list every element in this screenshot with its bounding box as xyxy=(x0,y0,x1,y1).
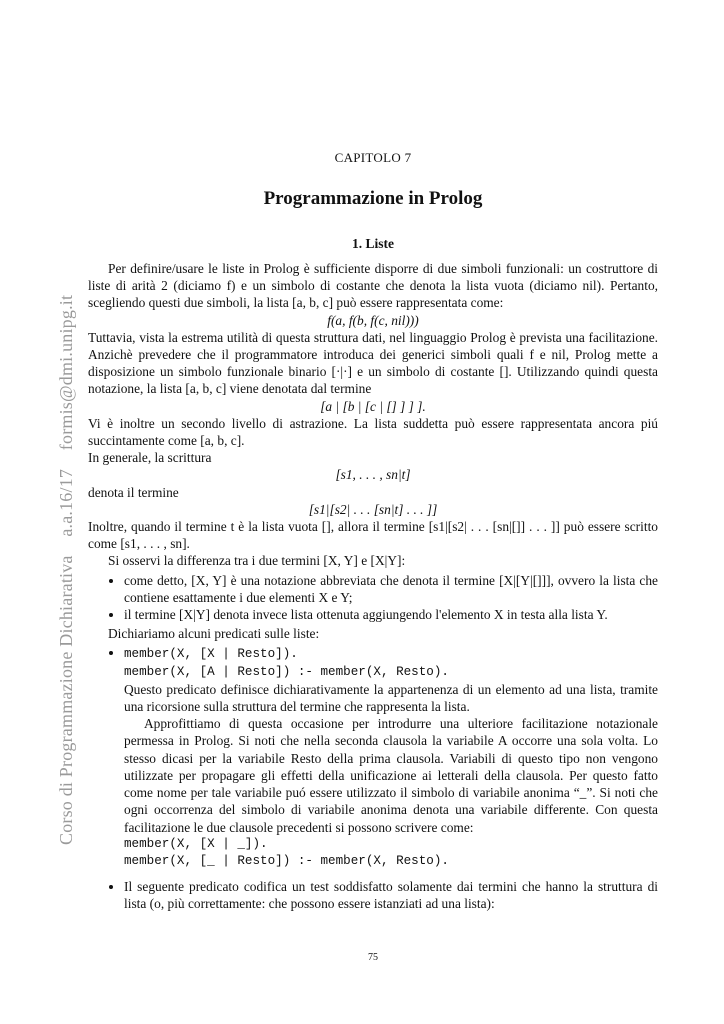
paragraph-difference: Si osservi la differenza tra i due termini [X, Y] e [X|Y]: xyxy=(108,553,406,569)
paragraph-member-desc: Questo predicato definisce dichiarativamente la appartenenza di un elemento ad una lista, tramite una ricorsione sulla struttura del termine che rappresenta la lista. xyxy=(124,681,658,715)
academic-year: a.a.16/17 xyxy=(56,468,76,537)
section-heading: 1. Liste xyxy=(352,236,394,251)
paragraph-predicates: Dichiariamo alcuni predicati sulle liste: xyxy=(108,626,320,642)
paragraph-facilitazione: Tuttavia, vista la estrema utilità di questa struttura dati, nel linguaggio Prolog è prevista una facilitazione. Anzichè prevedere che il programmatore introduca dei generici simboli quali f e nil, Prolog mette a disposizione un simbolo funzionale binario [·|·] e un simbolo di costante []. Utilizzando quindi questa notazione, la lista [a, b, c] viene denotata dal termine xyxy=(88,329,658,397)
paragraph-empty-list: Inoltre, quando il termine t è la lista vuota [], allora il termine [s1|[s2| . . . [sn|[]] . . . ]] può essere scritto come [s1, . . . , sn]. xyxy=(88,519,658,552)
body-text xyxy=(88,260,658,915)
chapter-label: CAPITOLO 7 xyxy=(334,150,412,165)
chapter-title: Programmazione in Prolog xyxy=(263,188,483,209)
paragraph-intro: Per definire/usare le liste in Prolog è sufficiente disporre di due simboli funzionali: un costruttore di liste di arità 2 (diciamo f) e un simbolo di costante che denota la lista vuota (diciamo nil). Pertanto, scegliendo questi due simboli, la lista [a, b, c] può essere rappresentata come: xyxy=(88,261,658,311)
list-item-member xyxy=(124,644,658,870)
course-watermark xyxy=(56,281,77,845)
author-email: formis@dmi.unipg.it xyxy=(56,294,76,451)
course-name: Corso di Programmazione Dichiarativa xyxy=(56,555,76,845)
code-member-v1: • member(X, [X | Resto]). member(X, [A | Resto]) :- member(X, Resto). xyxy=(124,647,449,679)
paragraph-anonymous-var: Approfittiamo di questa occasione per introdurre una ulteriore facilitazione notazionale permessa in Prolog. Si noti che nella seconda clausola la variabile A occorre una sola volta. Lo stesso dicasi per la variabile Resto della prima clausola. Variabili di questo tipo non vengono utilizzate per propagare gli effetti della unificazione ai letterali della clausola. Per questo fatto come nome per tale variabile puó essere utilizzato il simbolo di variabile anonima “_”. Si noti che ogni occorrenza del simbolo di variabile anonima denota una variabile differente. Con questa facilitazione le due clausole precedenti si possono scrivere come: xyxy=(124,716,658,835)
list-item: • come detto, [X, Y] è una notazione abbreviata che denota il termine [X|[Y|[]]], ovvero la lista che contiene esattamente i due elementi X e Y; xyxy=(124,572,658,606)
code-member-v2: member(X, [X | _]). member(X, [_ | Resto]) :- member(X, Resto). xyxy=(124,836,449,868)
page-number: 75 xyxy=(368,952,378,963)
equation-nested-f: f(a, f(b, f(c, nil))) xyxy=(327,312,419,328)
paragraph-abstraction: Vi è inoltre un secondo livello di astrazione. La lista suddetta può essere rappresentata ancora piú succintamente come [a, b, c]. xyxy=(88,415,658,449)
difference-list xyxy=(88,572,658,624)
list-item-list-test: • Il seguente predicato codifica un test soddisfatto solamente dai termini che hanno la struttura di lista (o, più correttamente: che possono essere istanziati ad una lista): xyxy=(124,878,658,912)
paragraph-denota: denota il termine xyxy=(88,484,179,500)
equation-general-list: [s1, . . . , sn|t] xyxy=(335,467,411,483)
equation-cons-notation: [a | [b | [c | [] ] ] ]. xyxy=(320,398,426,414)
predicates-list xyxy=(88,644,658,912)
equation-expanded-term: [s1|[s2| . . . [sn|t] . . . ]] xyxy=(308,501,438,517)
list-item: • il termine [X|Y] denota invece lista ottenuta aggiungendo l'elemento X in testa alla lista Y. xyxy=(124,606,658,623)
paragraph-in-generale: In generale, la scrittura xyxy=(88,450,212,466)
